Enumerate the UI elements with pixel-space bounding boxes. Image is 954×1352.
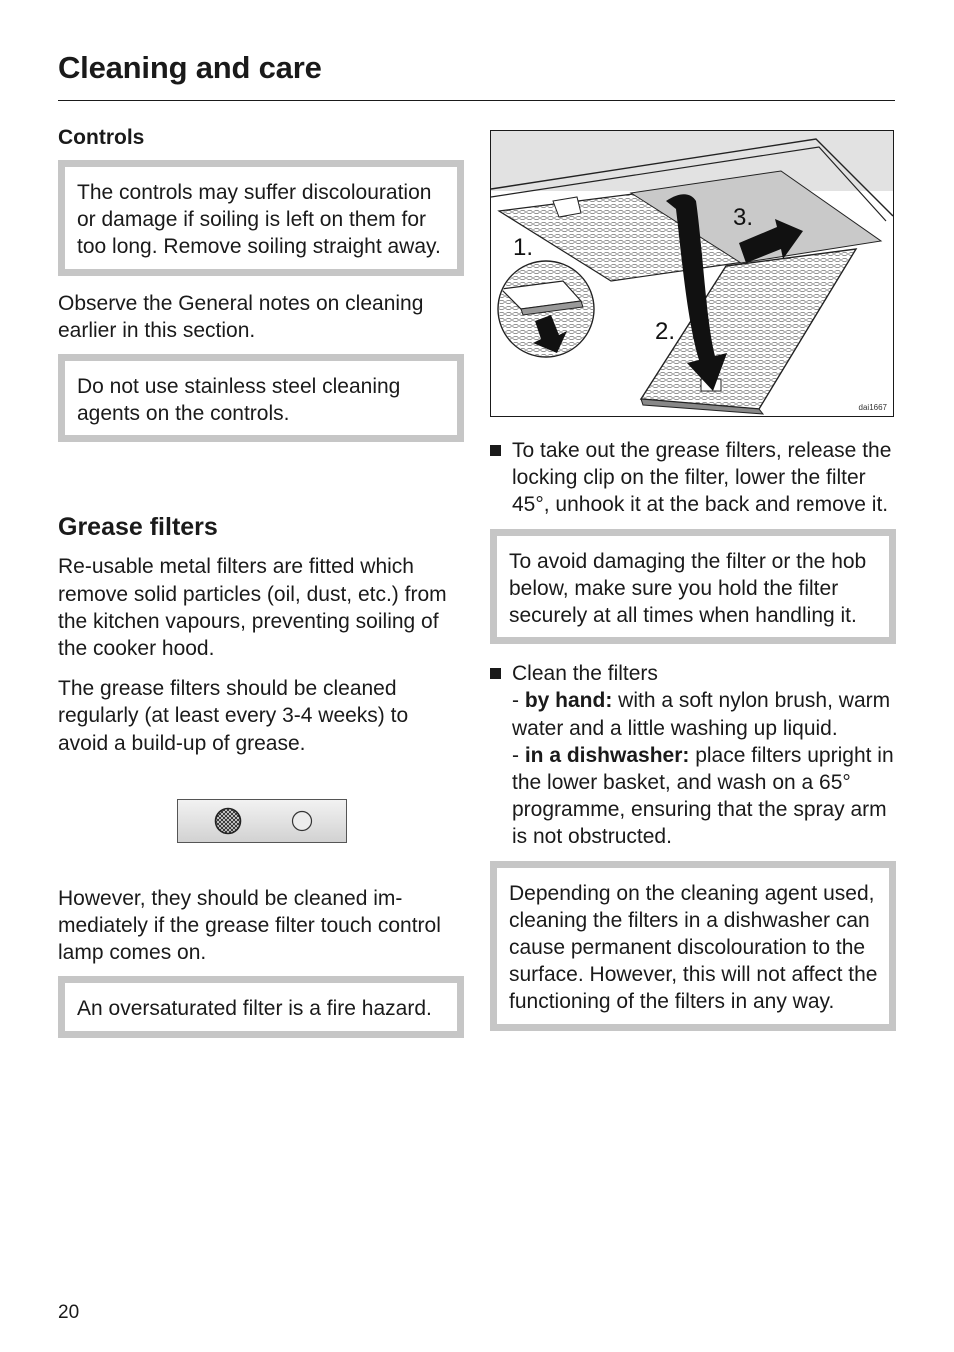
control-lamp-off-icon bbox=[293, 811, 312, 830]
figure-step-3: 3. bbox=[733, 204, 754, 231]
page-title: Cleaning and care bbox=[58, 50, 322, 85]
clean-filters-intro: Clean the filters bbox=[512, 662, 658, 686]
dishwasher-label: in a dishwasher: bbox=[524, 743, 690, 767]
bullet-square-icon bbox=[490, 445, 501, 456]
figure-step-2: 2. bbox=[655, 318, 676, 345]
filter-removal-figure bbox=[490, 130, 894, 417]
title-rule bbox=[58, 100, 895, 101]
dishwasher-text: place filters upright in the lower basket, and wash on a 65° programme, ensuring that the spray arm is not obstructed. bbox=[512, 743, 894, 849]
by-hand-text: with a soft nylon brush, warm water and a little washing up liquid. bbox=[512, 689, 891, 740]
fire-hazard-text: An oversaturated filter is a fire hazard. bbox=[77, 997, 432, 1021]
steel-cleaner-note bbox=[58, 354, 464, 442]
dishwasher-discolouration-note bbox=[490, 861, 896, 1031]
removal-instruction-text: To take out the grease filters, release the locking clip on the filter, lower the filter 45°, unhook it at the back and remove it. bbox=[512, 439, 892, 517]
figure-step-1: 1. bbox=[513, 234, 534, 261]
steel-cleaner-text: Do not use stainless steel cleaning agents on the controls. bbox=[77, 375, 401, 426]
grease-filters-intro: Re-usable metal filters are fitted which remove solid particles (oil, dust, etc.) from the kitchen vapours, preventing soiling of the cooker hood. bbox=[58, 555, 447, 661]
left-column bbox=[58, 124, 464, 1038]
controls-warning-note bbox=[58, 160, 464, 276]
controls-warning-text: The controls may suffer discolouration or damage if soiling is left on them for too long. Remove soiling straight away. bbox=[77, 181, 441, 259]
grease-filters-heading: Grease filters bbox=[58, 513, 218, 542]
figure-code: dai1667 bbox=[858, 403, 887, 412]
by-hand-instruction: - by hand: with a soft nylon brush, warm water and a little washing up liquid. bbox=[512, 689, 891, 740]
general-notes-paragraph: Observe the General notes on cleaning earlier in this section. bbox=[58, 291, 424, 342]
touch-control-panel bbox=[177, 799, 347, 843]
touch-control-panel-graphic bbox=[178, 800, 346, 842]
removal-instruction-item bbox=[490, 437, 896, 519]
dishwasher-discolouration-text: Depending on the cleaning agent used, cleaning the filters in a dishwasher can cause permanent discolouration to the surface. However, this will not affect the functioning of the filters in any way. bbox=[509, 881, 878, 1014]
filter-removal-illustration bbox=[491, 131, 893, 416]
filter-handling-text: To avoid damaging the filter or the hob below, make sure you hold the filter securely at all times when handling it. bbox=[509, 549, 867, 628]
bullet-square-icon bbox=[490, 668, 501, 679]
lamp-paragraph: However, they should be cleaned im-mediately if the grease filter touch control lamp comes on. bbox=[58, 886, 441, 965]
page-number: 20 bbox=[58, 1302, 80, 1323]
cleaning-frequency-paragraph: The grease filters should be cleaned regularly (at least every 3-4 weeks) to avoid a build-up of grease. bbox=[58, 677, 409, 755]
grease-filter-lamp-icon bbox=[216, 808, 241, 833]
right-column bbox=[490, 130, 896, 1031]
dishwasher-instruction: - in a dishwasher: place filters upright in the lower basket, and wash on a 65° programme, ensuring that the spray arm is not obstructed. bbox=[512, 743, 894, 849]
clean-filters-item bbox=[490, 660, 896, 850]
by-hand-label: by hand: bbox=[524, 689, 613, 713]
fire-hazard-note bbox=[58, 976, 464, 1037]
filter-handling-note bbox=[490, 529, 896, 645]
controls-heading: Controls bbox=[58, 126, 145, 149]
